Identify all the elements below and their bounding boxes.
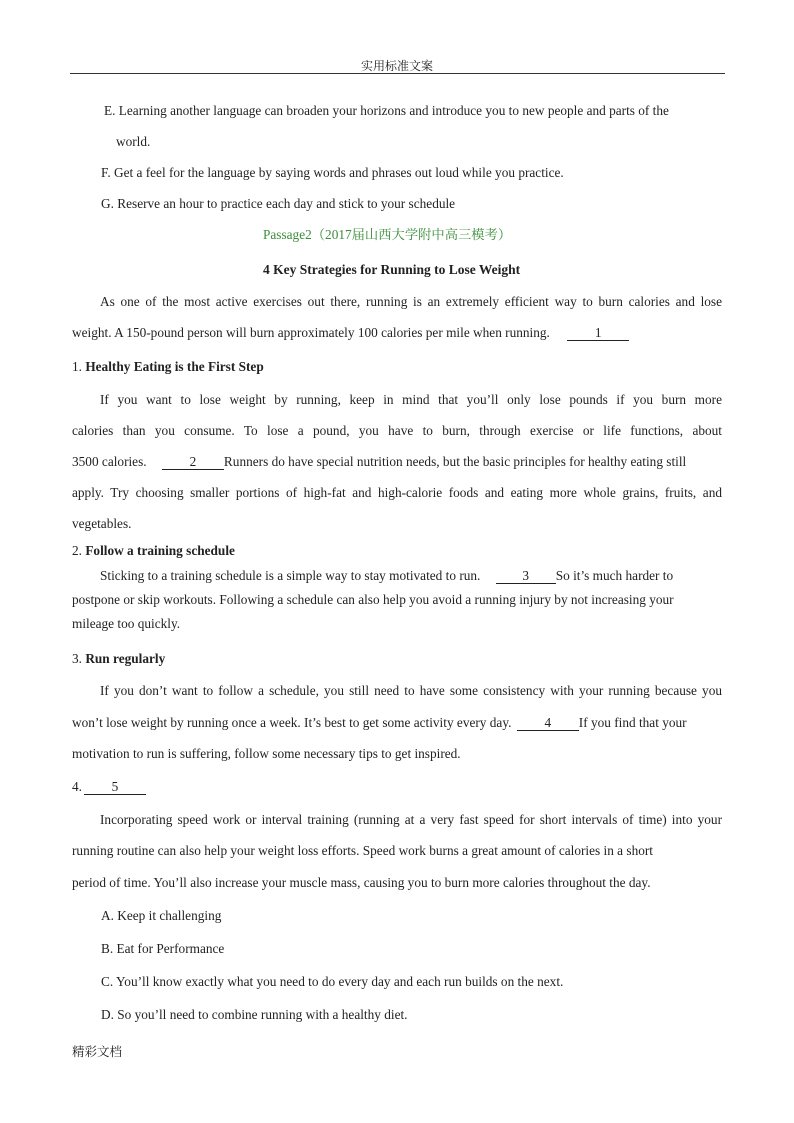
section-4-line-1: Incorporating speed work or interval training (running at a very fast speed for short intervals of time) into your — [100, 812, 722, 827]
section-1-line-1: If you want to lose weight by running, keep in mind that you’ll only lose pounds if you burn more — [100, 392, 722, 407]
section-3-title: Run regularly — [85, 651, 166, 666]
section-1-text-a: 3500 calories. — [72, 454, 147, 469]
page-header: 实用标准文案 — [360, 59, 433, 73]
intro-text: weight. A 150-pound person will burn approximately 100 calories per mile when running. — [72, 325, 550, 340]
blank-1[interactable]: 1 — [567, 326, 629, 341]
section-2-line-2: postpone or skip workouts. Following a schedule can also help you avoid a running injury by not increasing your — [72, 592, 674, 607]
blank-2[interactable]: 2 — [162, 455, 224, 470]
blank-4[interactable]: 4 — [517, 716, 579, 731]
section-1-line-2: calories than you consume. To lose a pound, you have to burn, through exercise or life functions, about — [72, 423, 722, 438]
option-c: C. You’ll know exactly what you need to do every day and each run builds on the next. — [101, 974, 564, 989]
section-2-line-1 — [100, 567, 673, 585]
intro-line-2 — [72, 324, 629, 342]
section-3-line-2 — [72, 714, 687, 732]
option-f: F. Get a feel for the language by saying words and phrases out loud while you practice. — [101, 165, 564, 180]
section-2-line-3: mileage too quickly. — [72, 616, 181, 631]
section-4-line-3: period of time. You’ll also increase your muscle mass, causing you to burn more calories throughout the day. — [72, 875, 651, 890]
section-3-line-1: If you don’t want to follow a schedule, you still need to have some consistency with your running because you — [100, 683, 722, 698]
section-1-title: Healthy Eating is the First Step — [85, 359, 264, 374]
option-b: B. Eat for Performance — [101, 941, 225, 956]
section-2-text-a: Sticking to a training schedule is a simple way to stay motivated to run. — [100, 568, 481, 583]
section-1-line-4: apply. Try choosing smaller portions of high-fat and high-calorie foods and eating more whole grains, fruits, and — [72, 485, 722, 500]
page-footer: 精彩文档 — [72, 1044, 123, 1059]
section-3-text-b: If you find that your — [578, 715, 687, 730]
section-1-heading — [72, 358, 264, 376]
section-1-line-5: vegetables. — [72, 516, 132, 531]
option-e-continued: world. — [116, 134, 151, 149]
header-rule — [70, 73, 725, 74]
section-3-heading — [72, 650, 165, 668]
option-e: E. Learning another language can broaden your horizons and introduce you to new people and parts of the — [104, 103, 669, 118]
blank-3[interactable]: 3 — [496, 569, 556, 584]
section-4-heading — [72, 778, 146, 796]
section-1-number: 1. — [72, 359, 82, 374]
passage-label: Passage2（2017届山西大学附中高三模考） — [263, 227, 512, 242]
intro-line-1: As one of the most active exercises out there, running is an extremely efficient way to burn calories and lose — [100, 294, 722, 309]
section-4-line-2: running routine can also help your weight loss efforts. Speed work burns a great amount of calories in a short — [72, 843, 653, 858]
blank-5[interactable]: 5 — [84, 780, 146, 795]
section-2-heading — [72, 542, 235, 560]
section-1-line-3 — [72, 453, 686, 471]
section-3-line-3: motivation to run is suffering, follow some necessary tips to get inspired. — [72, 746, 461, 761]
section-1-text-b: Runners do have special nutrition needs, but the basic principles for healthy eating still — [223, 454, 687, 469]
passage-title: 4 Key Strategies for Running to Lose Weight — [263, 262, 521, 277]
section-2-title: Follow a training schedule — [85, 543, 235, 558]
section-4-number: 4. — [72, 779, 82, 794]
section-2-text-b: So it’s much harder to — [555, 568, 674, 583]
section-2-number: 2. — [72, 543, 82, 558]
option-g: G. Reserve an hour to practice each day and stick to your schedule — [101, 196, 456, 211]
section-3-text-a: won’t lose weight by running once a week. It’s best to get some activity every day. — [72, 715, 512, 730]
section-3-number: 3. — [72, 651, 82, 666]
option-a: A. Keep it challenging — [101, 908, 222, 923]
option-d: D. So you’ll need to combine running with a healthy diet. — [101, 1007, 408, 1022]
